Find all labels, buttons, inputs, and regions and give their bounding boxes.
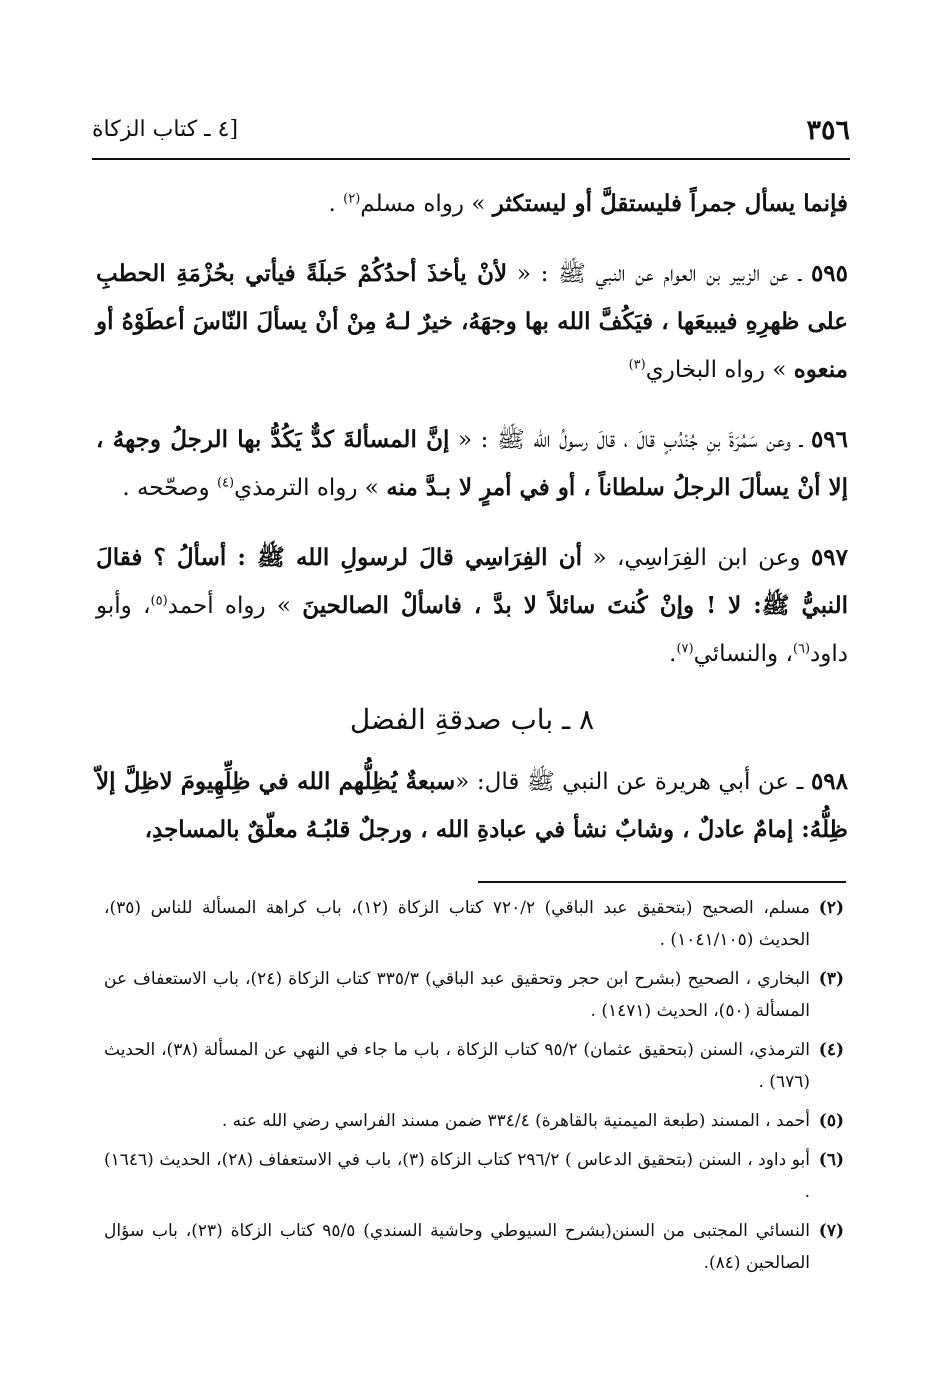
footnote-marker: (٧) bbox=[818, 1221, 844, 1241]
footnote-ref: (٧) bbox=[676, 641, 694, 657]
hadith-number: ٥٩٥ bbox=[810, 260, 848, 287]
hadith-598 bbox=[96, 758, 848, 854]
page-header bbox=[92, 115, 850, 155]
footnote-ref: (٢) bbox=[343, 191, 361, 207]
footnote-marker: (٣) bbox=[818, 969, 844, 989]
footnote bbox=[104, 1215, 844, 1279]
footnote-marker: (٤) bbox=[818, 1040, 844, 1060]
hadith-596 bbox=[96, 416, 848, 512]
footnote-ref: (٣) bbox=[628, 357, 646, 373]
hadith-source: » رواه أحمد bbox=[167, 593, 303, 619]
hadith-intro: ـ وعن سَمُرَةَ بنِ جُنْدُبٍ قالَ ، قالَ رسولُ الله ﷺ : « bbox=[449, 427, 811, 453]
hadith-source: ، وأبو داود bbox=[96, 593, 848, 667]
hadith-matn: أن الفِرَاسِي قالَ لرسولِ الله ﷺ : أسألُ ؟ فقالَ النبيُّ ﷺ: لا ! وإنْ كُنتَ سائلاً لا بدَّ ، فاسألْ الصالحينَ bbox=[96, 544, 848, 619]
continuation-text: فإنما يسأل جمراً فليستقلَّ أو ليستكثر bbox=[492, 190, 848, 217]
footnote bbox=[104, 963, 844, 1027]
continuation-paragraph bbox=[96, 180, 848, 228]
footnote-marker: (٥) bbox=[818, 1111, 844, 1131]
footnote-text: أحمد ، المسند (طبعة الميمنية بالقاهرة) ٣٣٤/٤ ضمن مسند الفراسي رضي الله عنه . bbox=[221, 1111, 810, 1131]
hadith-source: » رواه الترمذي bbox=[234, 475, 387, 501]
footnote bbox=[104, 892, 844, 956]
hadith-source: » رواه البخاري bbox=[645, 357, 794, 383]
footnote-ref: (٤) bbox=[216, 475, 235, 491]
footnote-marker: (٢) bbox=[818, 898, 844, 918]
footnote-text: البخاري ، الصحيح (بشرح ابن حجر وتحقيق عبد الباقي) ٣٣٥/٣ كتاب الزكاة (٢٤)، باب الاستعفاف عن المسألة (٥٠)، الحديث (١٤٧١) . bbox=[104, 969, 810, 1021]
footnote-marker: (٦) bbox=[818, 1150, 844, 1170]
punctuation: . bbox=[669, 641, 677, 667]
hadith-597 bbox=[96, 534, 848, 678]
continuation-source: » رواه مسلم bbox=[360, 191, 493, 217]
hadith-source: ، والنسائي bbox=[693, 641, 793, 667]
hadith-595 bbox=[96, 250, 848, 394]
hadith-intro: ـ عن أبي هريرة عن النبي ﷺ قال: « bbox=[455, 769, 811, 795]
footnote bbox=[104, 1144, 844, 1208]
hadith-number: ٥٩٦ bbox=[810, 426, 848, 453]
footnotes bbox=[104, 892, 844, 1286]
footnote-text: النسائي المجتبى من السنن(بشرح السيوطي وحاشية السندي) ٩٥/٥ كتاب الزكاة (٢٣)، باب سؤال الصالحين (٨٤). bbox=[104, 1221, 811, 1273]
footnote-separator bbox=[478, 881, 846, 883]
footnote-ref: (٥) bbox=[150, 593, 168, 609]
punctuation: . bbox=[328, 191, 344, 217]
footnote-text: أبو داود ، السنن (بتحقيق الدعاس ) ٢٩٦/٢ كتاب الزكاة (٣)، باب في الاستعفاف (٢٨)، الحديث (١٦٤٦) . bbox=[104, 1150, 810, 1202]
running-title: [٤ ـ كتاب الزكاة bbox=[92, 117, 239, 142]
hadith-matn: لأنْ يأخذَ أحدُكُمْ حَبلَةً فيأتي بحُزْمَةِ الحطبِ على ظهرِهِ فيبيعَها ، فيَكُفَّ الله بها وجهَهُ، خيرٌ لـهُ مِنْ أنْ يسألَ النّاسَ أعطَوْهُ أو منعوه bbox=[96, 260, 848, 383]
hadith-matn: إنَّ المسألةَ كدٌّ يَكُدُّ بها الرجلُ وجههُ ، إلا أنْ يسألَ الرجلُ سلطاناً ، أو في أمرٍ لا بـدَّ منه bbox=[96, 426, 848, 501]
chapter-heading: ٨ ـ باب صدقةِ الفضل bbox=[349, 703, 595, 736]
hadith-intro: ـ عن الزبير بن العوام عن النبي ﷺ : « bbox=[507, 261, 811, 287]
hadith-number: ٥٩٨ bbox=[810, 768, 848, 795]
footnote bbox=[104, 1105, 844, 1137]
hadith-matn: سبعةٌ يُظِلُّهم الله في ظِلِّهِيومَ لاظِلَّ إلاّ ظِلُّهُ: إمامٌ عادلٌ ، وشابٌ نشأ في عبادةِ الله ، ورجلٌ قلبُـهُ معلّقٌ بالمساجدِ، bbox=[96, 768, 848, 843]
footnote bbox=[104, 1034, 844, 1098]
hadith-intro: وعن ابن الفِرَاسِي، « bbox=[582, 545, 811, 571]
hadith-grading: وصحّحه . bbox=[122, 475, 217, 501]
footnote-text: مسلم، الصحيح (بتحقيق عبد الباقي) ٧٢٠/٢ كتاب الزكاة (١٢)، باب كراهة المسألة للناس (٣٥)، الحديث (١٠٤١/١٠٥) . bbox=[104, 898, 811, 950]
page-number: ٣٥٦ bbox=[806, 115, 850, 146]
hadith-number: ٥٩٧ bbox=[810, 544, 849, 571]
header-rule bbox=[92, 158, 850, 160]
footnote-text: الترمذي، السنن (بتحقيق عثمان) ٩٥/٢ كتاب الزكاة ، باب ما جاء في النهي عن المسألة (٣٨)، الحديث (٦٧٦) . bbox=[104, 1040, 810, 1092]
footnote-ref: (٦) bbox=[792, 641, 811, 657]
main-text bbox=[96, 180, 848, 854]
